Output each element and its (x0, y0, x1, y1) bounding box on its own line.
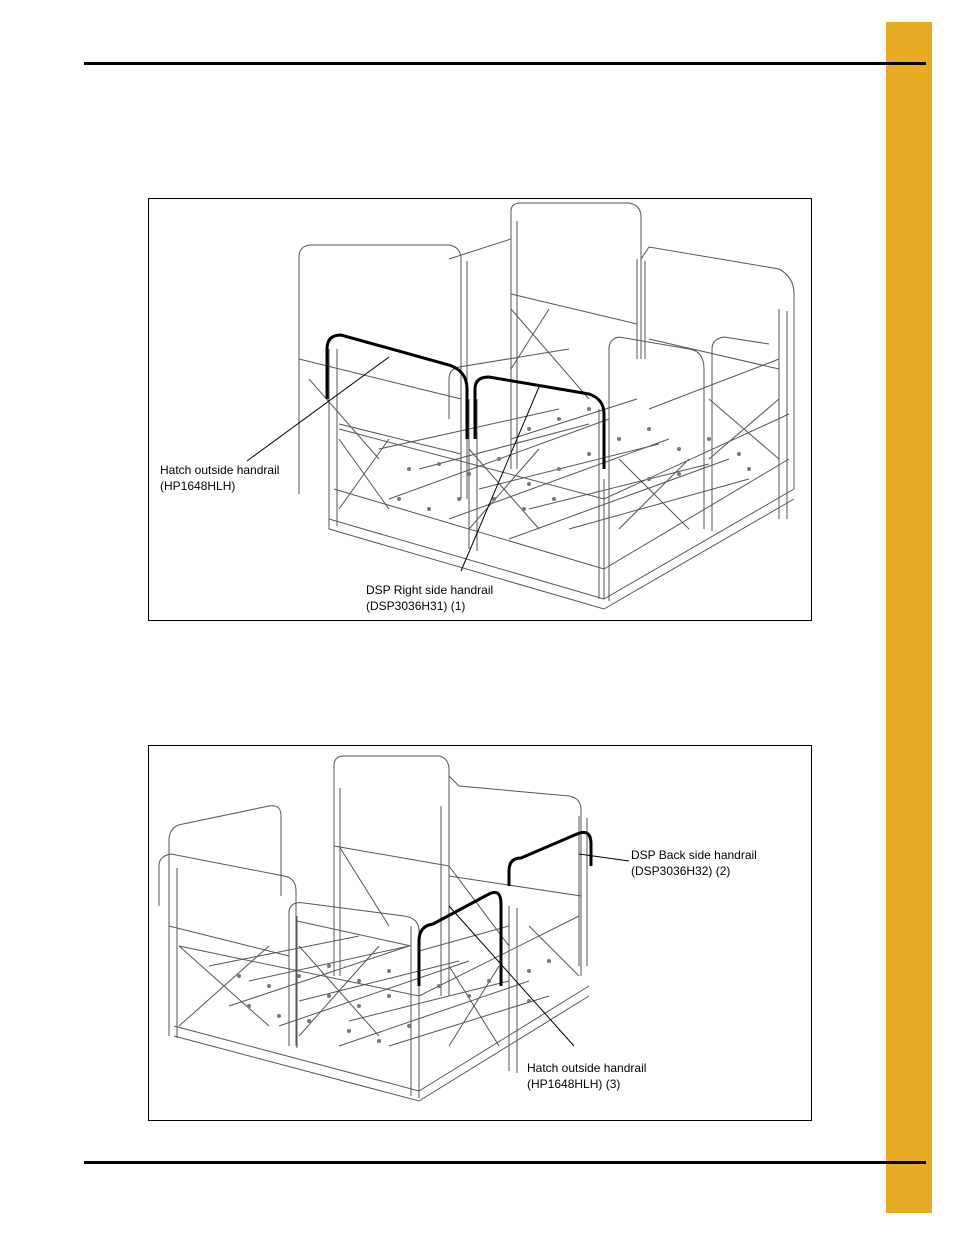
chapter-side-tab (886, 22, 932, 1213)
callout-dsp-back-side-handrail: DSP Back side handrail (DSP3036H32) (2) (631, 848, 757, 878)
figure-2-platform-drawing (148, 745, 812, 1121)
figure-1-platform-drawing (148, 198, 812, 621)
callout-hatch-outside-handrail-3: Hatch outside handrail (HP1648HLH) (3) (527, 1061, 647, 1091)
platform-drawing-1 (149, 199, 811, 620)
footer-rule (84, 1161, 926, 1164)
platform-drawing-2 (149, 746, 811, 1120)
header-rule (84, 62, 926, 65)
callout-hatch-outside-handrail: Hatch outside handrail (HP1648HLH) (160, 463, 280, 493)
callout-dsp-right-side-handrail: DSP Right side handrail (DSP3036H31) (1) (366, 583, 494, 613)
